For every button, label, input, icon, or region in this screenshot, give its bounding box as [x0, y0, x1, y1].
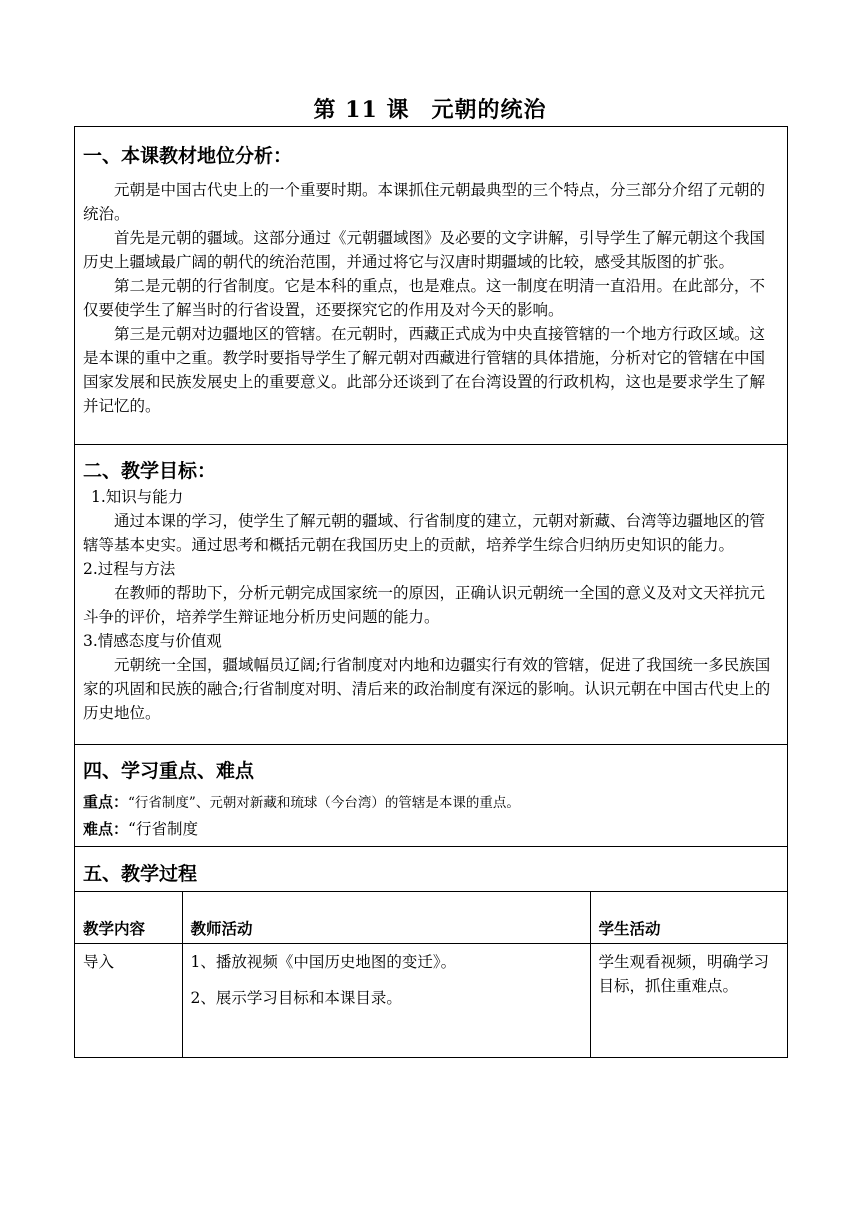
lesson-plan-table — [74, 126, 788, 1058]
teacher-activity: 2、展示学习目标和本课目录。 — [190, 989, 402, 1007]
objective-label: 2.过程与方法 — [83, 560, 176, 578]
objective-label: 3.情感态度与价值观 — [83, 632, 222, 650]
section-key-points — [75, 745, 787, 847]
content-cell: 导入 — [75, 944, 182, 1058]
difficult-point-label: 难点： — [83, 820, 129, 838]
table-header-row — [75, 892, 787, 944]
student-cell: 学生观看视频，明确学习目标，抓住重难点。 — [590, 944, 787, 1058]
lesson-number: 第 11 课 — [313, 97, 410, 123]
objective-label: 1.知识与能力 — [91, 488, 184, 506]
paragraph: 元朝是中国古代史上的一个重要时期。本课抓住元朝最典型的三个特点，分三部分介绍了元朝的统治。 — [83, 181, 766, 223]
key-point-text: “行省制度”、元朝对新藏和琉球（今台湾）的管辖是本课的重点。 — [128, 795, 520, 811]
objective-text: 通过本课的学习，使学生了解元朝的疆域、行省制度的建立，元朝对新藏、台湾等边疆地区的管辖等基本史实。通过思考和概括元朝在我国历史上的贡献，培养学生综合归纳历史知识的能力。 — [83, 512, 766, 554]
paragraph: 第三是元朝对边疆地区的管辖。在元朝时，西藏正式成为中央直接管辖的一个地方行政区域。这是本课的重中之重。教学时要指导学生了解元朝对西藏进行管辖的具体措施，分析对它的管辖在中国国家发展和民族发展史上的重要意义。此部分还谈到了在台湾设置的行政机构，这也是要求学生了解并记忆的。 — [83, 325, 766, 415]
paragraph: 第二是元朝的行省制度。它是本科的重点，也是难点。这一制度在明清一直沿用。在此部分，不仅要使学生了解当时的行省设置，还要探究它的作用及对今天的影响。 — [83, 277, 766, 319]
objective-text: 在教师的帮助下，分析元朝完成国家统一的原因，正确认识元朝统一全国的意义及对文天祥抗元斗争的评价，培养学生辩证地分析历史问题的能力。 — [83, 584, 766, 626]
section-heading: 四、学习重点、难点 — [83, 760, 255, 782]
key-point — [83, 792, 777, 813]
page-title — [0, 93, 860, 124]
teacher-activity: 1、播放视频《中国历史地图的变迁》。 — [190, 953, 457, 971]
teacher-cell — [182, 944, 590, 1058]
column-header: 学生活动 — [590, 892, 787, 944]
section-heading: 五、教学过程 — [83, 863, 198, 885]
lesson-name: 元朝的统治 — [431, 97, 547, 123]
difficult-point — [83, 819, 777, 840]
column-header: 教师活动 — [182, 892, 590, 944]
difficult-point-text: “行省制度 — [128, 820, 198, 838]
section-teaching-process — [75, 847, 787, 892]
column-header: 教学内容 — [75, 892, 182, 944]
section-material-analysis — [75, 127, 787, 445]
section-teaching-objectives — [75, 445, 787, 745]
key-point-label: 重点： — [83, 793, 129, 811]
table-row — [75, 944, 787, 1058]
paragraph: 首先是元朝的疆域。这部分通过《元朝疆域图》及必要的文字讲解，引导学生了解元朝这个我国历史上疆域最广阔的朝代的统治范围，并通过将它与汉唐时期疆域的比较，感受其版图的扩张。 — [83, 229, 766, 271]
section-heading: 一、本课教材地位分析： — [83, 145, 293, 167]
process-table — [75, 892, 787, 1057]
objective-text: 元朝统一全国，疆域幅员辽阔;行省制度对内地和边疆实行有效的管辖，促进了我国统一多民族国家的巩固和民族的融合;行省制度对明、清后来的政治制度有深远的影响。认识元朝在中国古代史上的历史地位。 — [83, 656, 771, 722]
section-heading: 二、教学目标： — [83, 460, 217, 482]
